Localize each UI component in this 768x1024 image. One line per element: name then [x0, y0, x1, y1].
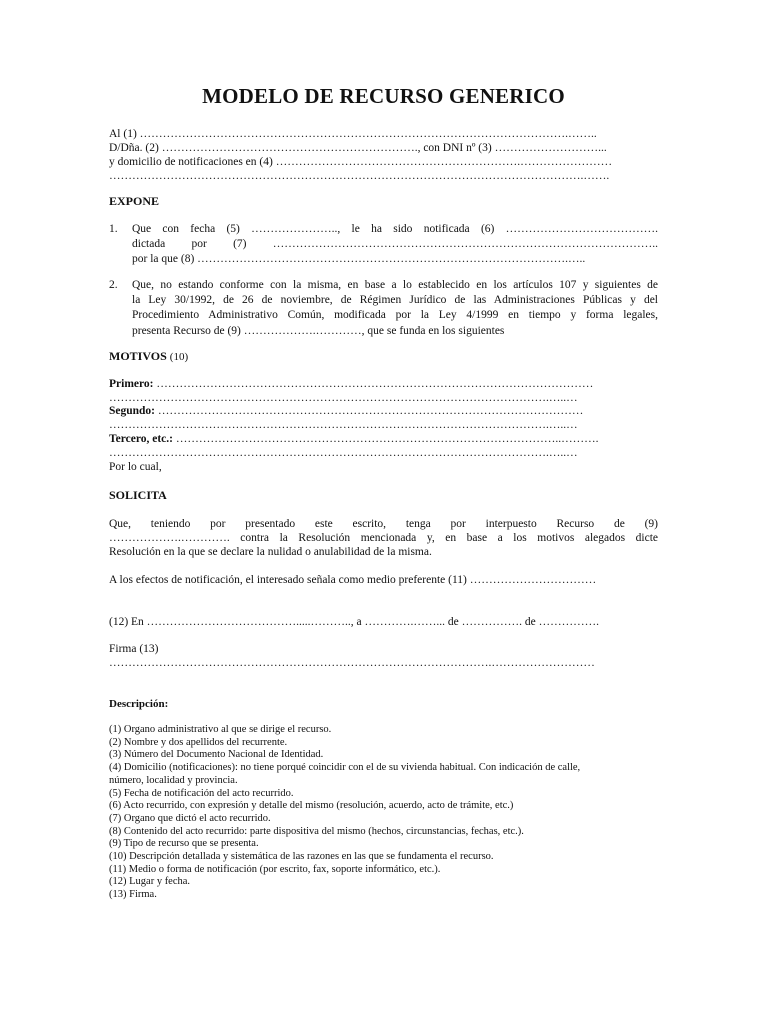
signature-line: ……………………………………………………………………………………….……………………… [109, 657, 595, 669]
expone-heading: EXPONE [109, 194, 160, 208]
expone-item-1-line: Que con fecha (5) ………………….., le ha sido notificada (6) …………………………………. [132, 223, 658, 235]
description-item: (3) Número del Documento Nacional de Identidad. [109, 749, 324, 761]
description-item: número, localidad y provincia. [109, 774, 238, 786]
solicita-heading: SOLICITA [109, 488, 167, 502]
signature-label: Firma (13) [109, 643, 159, 655]
tercero-continuation: …………………………………………………………………………………………………….…..… [109, 447, 578, 459]
description-item: (13) Firma. [109, 889, 157, 901]
applicant-line: D/Dña. (2) …………………………………………………………., con DNI nº (3) ………………………... [109, 142, 607, 154]
place-date-line: (12) En ………………………………….....……….., a ………….……... de ……………. de ……………. [109, 616, 599, 628]
description-item: (10) Descripción detallada y sistemática de las razones en las que se fundamenta el recurso. [109, 851, 494, 862]
expone-item-1 [132, 222, 658, 268]
solicita-paragraph-line: Resolución en la que se declare la nulidad o anulabilidad de la misma. [109, 546, 432, 558]
segundo-line [109, 404, 583, 418]
notification-preference-line: A los efectos de notificación, el interesado señala como medio preferente (11) …………………………… [109, 574, 597, 586]
tercero-dots: ………………………………………………………………………………………..………. [172, 433, 599, 445]
segundo-dots: ………………………………………………………………………………………………… [155, 405, 584, 417]
primero-line [109, 377, 593, 391]
expone-item-2-line: presenta Recurso de (9) ……………….…………, que se funda en los siguientes [132, 324, 505, 337]
motivos-heading-reference: (10) [169, 351, 189, 363]
description-item: (11) Medio o forma de notificación (por escrito, fax, soporte informático, etc.). [109, 863, 441, 875]
description-item: (4) Domicilio (notificaciones): no tiene porqué coincidir con el de su vivienda habitual. Con indicación de calle, [109, 762, 581, 774]
description-heading: Descripción: [109, 698, 169, 710]
primero-continuation: …………………………………………………………………………………………………….…..… [109, 392, 578, 404]
expone-item-2-number: 2. [109, 279, 118, 291]
description-item: (6) Acto recurrido, con expresión y detalle del mismo (resolución, acuerdo, acto de trámite, etc.) [109, 800, 514, 812]
motivos-heading-label: MOTIVOS [109, 349, 167, 363]
expone-item-1-number: 1. [109, 223, 118, 235]
solicita-paragraph-line: ……………….…………. contra la Resolución mencionada y, en base a los motivos alegados dicte [109, 532, 658, 544]
description-item: (12) Lugar y fecha. [109, 876, 191, 888]
description-item: (8) Contenido del acto recurrido: parte dispositiva del mismo (hechos, circunstancias, fechas, etc.). [109, 825, 524, 837]
tercero-label: Tercero, etc.: [109, 433, 173, 445]
description-item: (2) Nombre y dos apellidos del recurrente. [109, 736, 288, 748]
addressee-line: Al (1) ………………………………………………………………………………………………….…….. [109, 128, 597, 140]
motivos-heading [109, 349, 188, 364]
description-item: (9) Tipo de recurso que se presenta. [109, 838, 259, 850]
address-continuation-line: …………………………………………………………………………………………………………….……. [109, 170, 610, 182]
description-item: (1) Organo administrativo al que se dirige el recurso. [109, 724, 332, 735]
por-lo-cual: Por lo cual, [109, 461, 162, 473]
expone-item-2-line: Que, no estando conforme con la misma, en base a lo establecido en los artículos 107 y siguientes de [132, 279, 658, 291]
primero-label: Primero: [109, 378, 154, 390]
solicita-paragraph-line: Que, teniendo por presentado este escrito, tenga por interpuesto Recurso de (9) [109, 518, 658, 530]
address-line: y domicilio de notificaciones en (4) ……………………………………………………….…………………… [109, 156, 613, 168]
expone-item-2 [132, 278, 658, 339]
expone-item-2-line: Procedimiento Administrativo Común, modificada por la Ley 4/1999 en tiempo y forma legales, [132, 309, 658, 322]
tercero-line [109, 432, 598, 446]
expone-item-1-line: por la que (8) …………………………………………………………………………………….….. [132, 253, 586, 266]
segundo-continuation: …………………………………………………………………………………………………….…..… [109, 419, 578, 431]
expone-item-2-line: la Ley 30/1992, de 26 de noviembre, de Régimen Jurídico de las Administraciones Públicas y del [132, 294, 658, 307]
primero-dots: …………………………………………………………………………………………………… [153, 378, 594, 390]
description-item: (5) Fecha de notificación del acto recurrido. [109, 787, 294, 799]
expone-item-1-line: dictada por (7) ……………………………………………………………………………………….. [132, 238, 658, 251]
description-item: (7) Organo que dictó el acto recurrido. [109, 812, 271, 824]
segundo-label: Segundo: [109, 405, 156, 417]
document-title: MODELO DE RECURSO GENERICO [202, 84, 565, 108]
